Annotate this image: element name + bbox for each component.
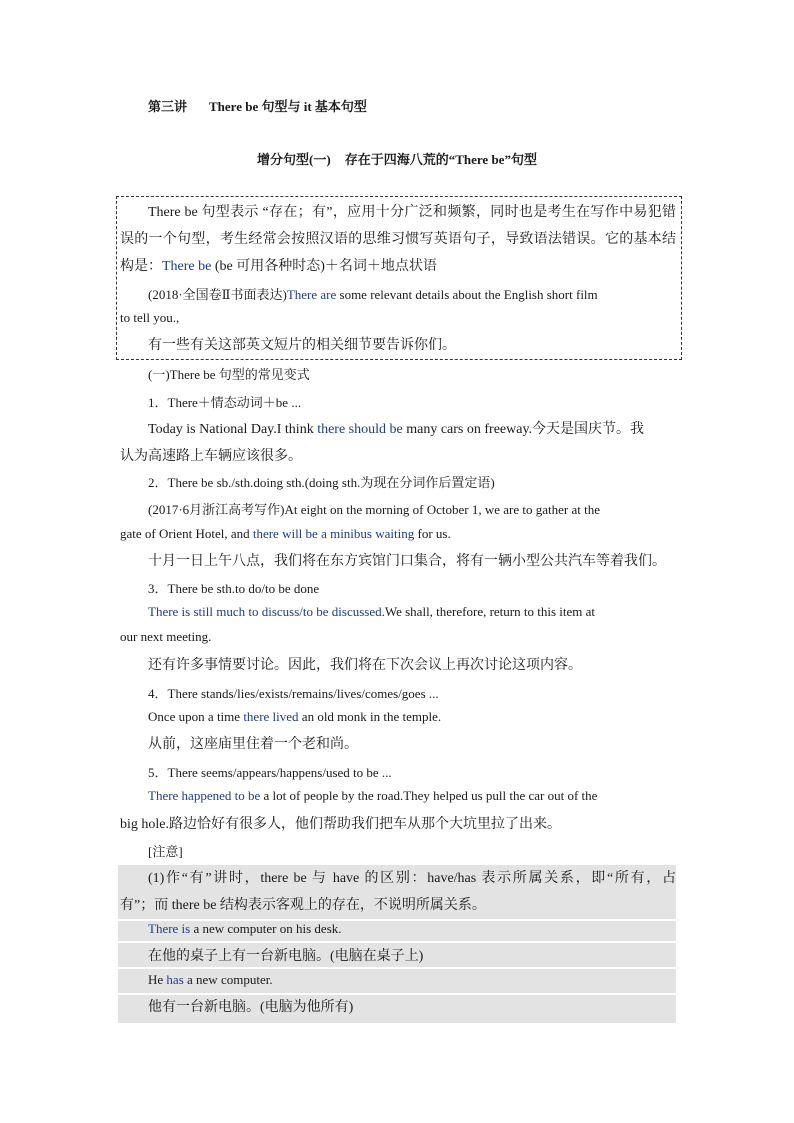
intro-line-1: There be 句型表示 “存在；有”，应用十分广泛和频繁，同时也是考生在写作中易犯错 xyxy=(148,205,676,220)
intro-example-line xyxy=(120,284,676,303)
note-example-1-text: a new computer on his desk. xyxy=(190,921,342,936)
variant-3-highlight: There is still much to discuss/to be discussed xyxy=(148,604,382,619)
variant-4-en-post: an old monk in the temple. xyxy=(298,709,442,724)
intro-line-3 xyxy=(120,255,676,275)
variant-5-example xyxy=(120,788,676,804)
note-example-1-highlight: There is xyxy=(148,921,191,936)
note-line-2: 有”；而 there be 结构表示客观上的存在，不说明所属关系。 xyxy=(120,898,486,913)
lecture-title: There be 句型与 it 基本句型 xyxy=(209,99,367,114)
variant-2-highlight: there will be a minibus waiting xyxy=(252,526,415,541)
intro-line-2: 误的一个句型，考生经常会按照汉语的思维习惯写英语句子，导致语法错误。它的基本结 xyxy=(120,232,676,247)
variant-1-en-pre: Today is National Day.I think xyxy=(148,422,318,437)
variant-2-cn: 十月一日上午八点，我们将在东方宾馆门口集合，将有一辆小型公共汽车等着我们。 xyxy=(148,554,666,569)
variant-5-en-post: a lot of people by the road.They helped us pull the car out of the xyxy=(260,788,598,803)
note-example-2-highlight: has xyxy=(166,972,184,987)
variant-1-highlight: there should be xyxy=(317,422,403,437)
variant-3-en-post: .We shall, therefore, return to this item at xyxy=(381,604,596,619)
variant-1-en-post: many cars on freeway.今天是国庆节。我 xyxy=(402,422,645,437)
variant-5-title: 5．There seems/appears/happens/used to be ... xyxy=(148,765,392,780)
variant-1-cn: 认为高速路上车辆应该很多。 xyxy=(120,449,302,464)
variant-2-example-line-2 xyxy=(120,526,676,542)
variant-4-en-pre: Once upon a time xyxy=(148,709,244,724)
lecture-number: 第三讲 xyxy=(148,99,188,114)
variant-3-example xyxy=(120,604,676,620)
intro-example-highlight: There are xyxy=(286,287,337,302)
variant-2-example-line-1 xyxy=(120,499,676,518)
variant-1-example xyxy=(120,418,676,438)
variant-2-title xyxy=(120,472,676,491)
variant-2-en-post: for us. xyxy=(414,526,451,541)
section-heading: 存在于四海八荒的“There be”句型 xyxy=(344,152,537,167)
note-example-2-pre: He xyxy=(148,972,167,987)
variant-2-title-note: 为现在分词作后置定语) xyxy=(360,475,495,490)
variant-1-title: 1．There＋情态动词＋be ... xyxy=(148,395,302,410)
variant-2-en-line-1: At eight on the morning of October 1, we are to gather at the xyxy=(284,502,601,517)
intro-structure-highlight: There be xyxy=(162,259,212,274)
variant-4-example xyxy=(120,709,676,725)
variant-3-title: 3．There be sth.to do/to be done xyxy=(148,581,320,596)
variant-3-cn: 还有许多事情要讨论。因此，我们将在下次会议上再次讨论这项内容。 xyxy=(148,658,582,673)
section-title xyxy=(0,149,794,168)
variant-4-cn: 从前，这座庙里住着一个老和尚。 xyxy=(148,737,358,752)
variant-4-title: 4．There stands/lies/exists/remains/lives/comes/goes ... xyxy=(148,686,439,701)
variants-heading: (一)There be 句型的常见变式 xyxy=(148,367,310,382)
note-example-2 xyxy=(120,972,676,988)
lesson-title xyxy=(148,96,367,115)
variant-5-highlight: There happened to be xyxy=(148,788,261,803)
variant-2-en-pre: gate of Orient Hotel, and xyxy=(120,526,253,541)
section-label: 增分句型(一) xyxy=(257,152,331,167)
intro-example-text: some relevant details about the English short film xyxy=(336,287,598,302)
intro-example-cn: 有一些有关这部英文短片的相关细节要告诉你们。 xyxy=(148,338,456,353)
variant-2-title-text: 2．There be sb./sth.doing sth.(doing sth. xyxy=(148,475,361,490)
variant-4-highlight: there lived xyxy=(243,709,299,724)
note-example-1-cn: 在他的桌子上有一台新电脑。(电脑在桌子上) xyxy=(148,949,424,964)
note-heading: [注意] xyxy=(148,844,183,859)
variant-3-example-cont: our next meeting. xyxy=(120,629,212,644)
note-example-2-text: a new computer. xyxy=(183,972,273,987)
note-divider xyxy=(118,993,676,995)
note-divider xyxy=(118,941,676,943)
variant-2-source: (2017·6月浙江高考写作) xyxy=(148,502,285,517)
intro-structure-label: 构是： xyxy=(120,259,162,274)
note-line-1: (1)作“有”讲时，there be 与 have 的区别：have/has 表示所属关系，即“所有，占 xyxy=(148,871,676,886)
variant-5-example-cont: big hole.路边恰好有很多人，他们帮助我们把车从那个大坑里拉了出来。 xyxy=(120,817,561,832)
note-example-2-cn: 他有一台新电脑。(电脑为他所有) xyxy=(148,1000,354,1015)
note-divider xyxy=(118,967,676,969)
intro-example-cont: to tell you., xyxy=(120,310,180,325)
intro-structure-rest: (be 可用各种时态)＋名词＋地点状语 xyxy=(211,259,437,274)
note-example-1 xyxy=(120,921,676,937)
intro-example-source: (2018·全国卷Ⅱ书面表达) xyxy=(148,287,287,302)
